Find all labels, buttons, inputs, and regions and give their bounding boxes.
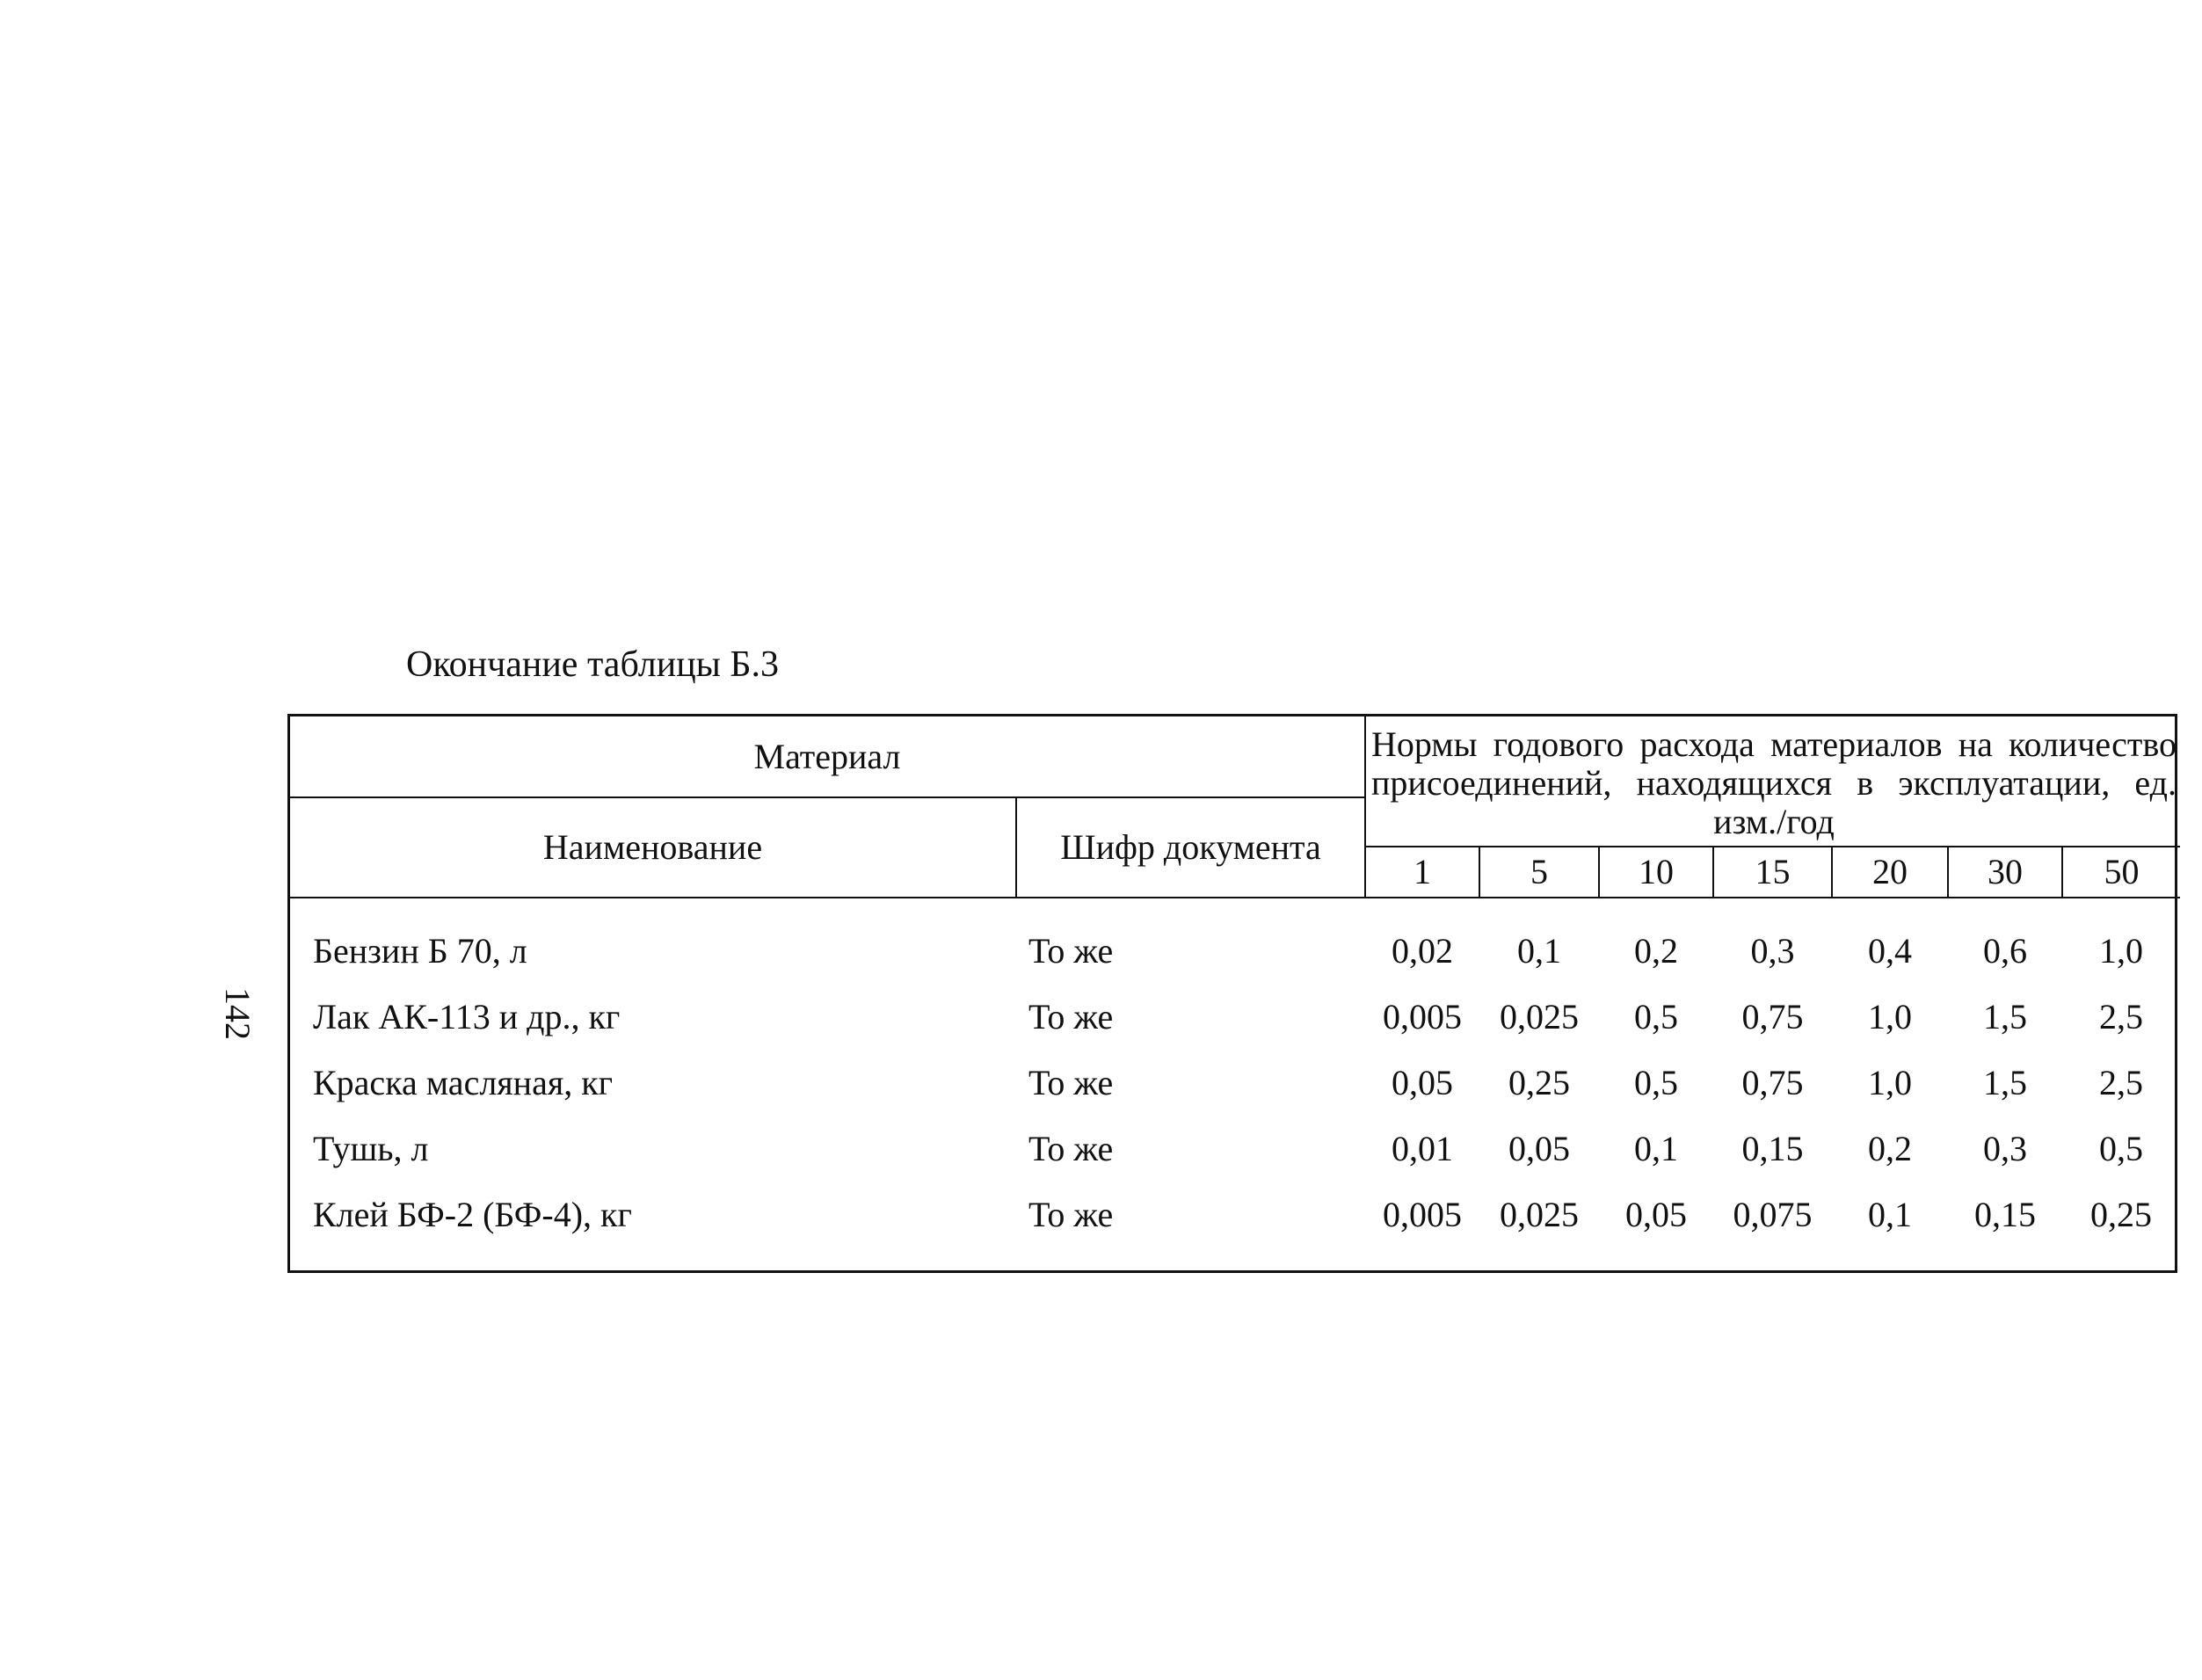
material-name: Клей БФ-2 (БФ-4), кг xyxy=(313,1195,632,1234)
norm-value: 0,2 xyxy=(1634,931,1678,971)
norm-value: 0,75 xyxy=(1741,1063,1804,1102)
norm-value: 1,0 xyxy=(2099,931,2143,971)
norm-value: 0,01 xyxy=(1392,1129,1453,1168)
document-code: То же xyxy=(1028,1129,1114,1168)
material-name: Краска масляная, кг xyxy=(313,1063,614,1102)
norm-value: 0,5 xyxy=(1634,1063,1678,1102)
norm-value: 0,005 xyxy=(1383,997,1462,1036)
norm-value: 0,6 xyxy=(1983,931,2027,971)
header-material: Материал xyxy=(290,716,1365,797)
header-code: Шифр документа xyxy=(1016,797,1365,898)
header-name: Наименование xyxy=(290,797,1016,898)
norm-value: 0,5 xyxy=(2099,1129,2143,1168)
header-level: 10 xyxy=(1599,847,1713,898)
norm-value: 0,3 xyxy=(1983,1129,2027,1168)
material-name: Лак АК-113 и др., кг xyxy=(313,997,621,1036)
material-name: Тушь, л xyxy=(313,1129,429,1168)
header-level: 5 xyxy=(1479,847,1599,898)
norm-value: 0,25 xyxy=(1508,1063,1570,1102)
document-code: То же xyxy=(1028,997,1114,1036)
table-row xyxy=(290,918,2180,984)
norm-value: 0,25 xyxy=(2090,1195,2152,1234)
norm-value: 0,005 xyxy=(1383,1195,1462,1234)
norm-value: 1,5 xyxy=(1983,997,2027,1036)
norm-value: 0,15 xyxy=(1741,1129,1804,1168)
header-level: 15 xyxy=(1713,847,1832,898)
norm-value: 0,05 xyxy=(1508,1129,1570,1168)
norm-value: 2,5 xyxy=(2099,997,2143,1036)
norm-value: 0,025 xyxy=(1500,1195,1579,1234)
norms-table-frame xyxy=(287,714,2177,1273)
header-norms: Нормы годового расхода материалов на количество присоединений, находящихся в эксплуатации, ед. изм./год xyxy=(1365,716,2180,847)
norm-value: 0,1 xyxy=(1517,931,1561,971)
norm-value: 0,05 xyxy=(1392,1063,1453,1102)
norm-value: 0,2 xyxy=(1868,1129,1912,1168)
norm-value: 0,4 xyxy=(1868,931,1912,971)
table-row xyxy=(290,1182,2180,1247)
norm-value: 0,02 xyxy=(1392,931,1453,971)
norm-value: 0,75 xyxy=(1741,997,1804,1036)
norm-value: 1,5 xyxy=(1983,1063,2027,1102)
norm-value: 2,5 xyxy=(2099,1063,2143,1102)
header-level: 50 xyxy=(2062,847,2180,898)
norm-value: 0,025 xyxy=(1500,997,1579,1036)
norm-value: 0,075 xyxy=(1733,1195,1813,1234)
page-number: 142 xyxy=(218,987,258,1040)
norm-value: 0,15 xyxy=(1974,1195,2036,1234)
material-name: Бензин Б 70, л xyxy=(313,931,527,971)
document-code: То же xyxy=(1028,1063,1114,1102)
table-row xyxy=(290,1050,2180,1116)
header-level: 1 xyxy=(1365,847,1479,898)
norm-value: 0,3 xyxy=(1750,931,1795,971)
norm-value: 0,1 xyxy=(1634,1129,1678,1168)
table-row xyxy=(290,1116,2180,1182)
norm-value: 0,5 xyxy=(1634,997,1678,1036)
header-level: 30 xyxy=(1948,847,2062,898)
header-level: 20 xyxy=(1832,847,1948,898)
norm-value: 1,0 xyxy=(1868,997,1912,1036)
norm-value: 0,05 xyxy=(1625,1195,1687,1234)
document-code: То же xyxy=(1028,931,1114,971)
table-caption: Окончание таблицы Б.3 xyxy=(406,644,780,685)
norms-table xyxy=(290,716,2180,1247)
table-row xyxy=(290,984,2180,1050)
norm-value: 0,1 xyxy=(1868,1195,1912,1234)
norm-value: 1,0 xyxy=(1868,1063,1912,1102)
document-code: То же xyxy=(1028,1195,1114,1234)
